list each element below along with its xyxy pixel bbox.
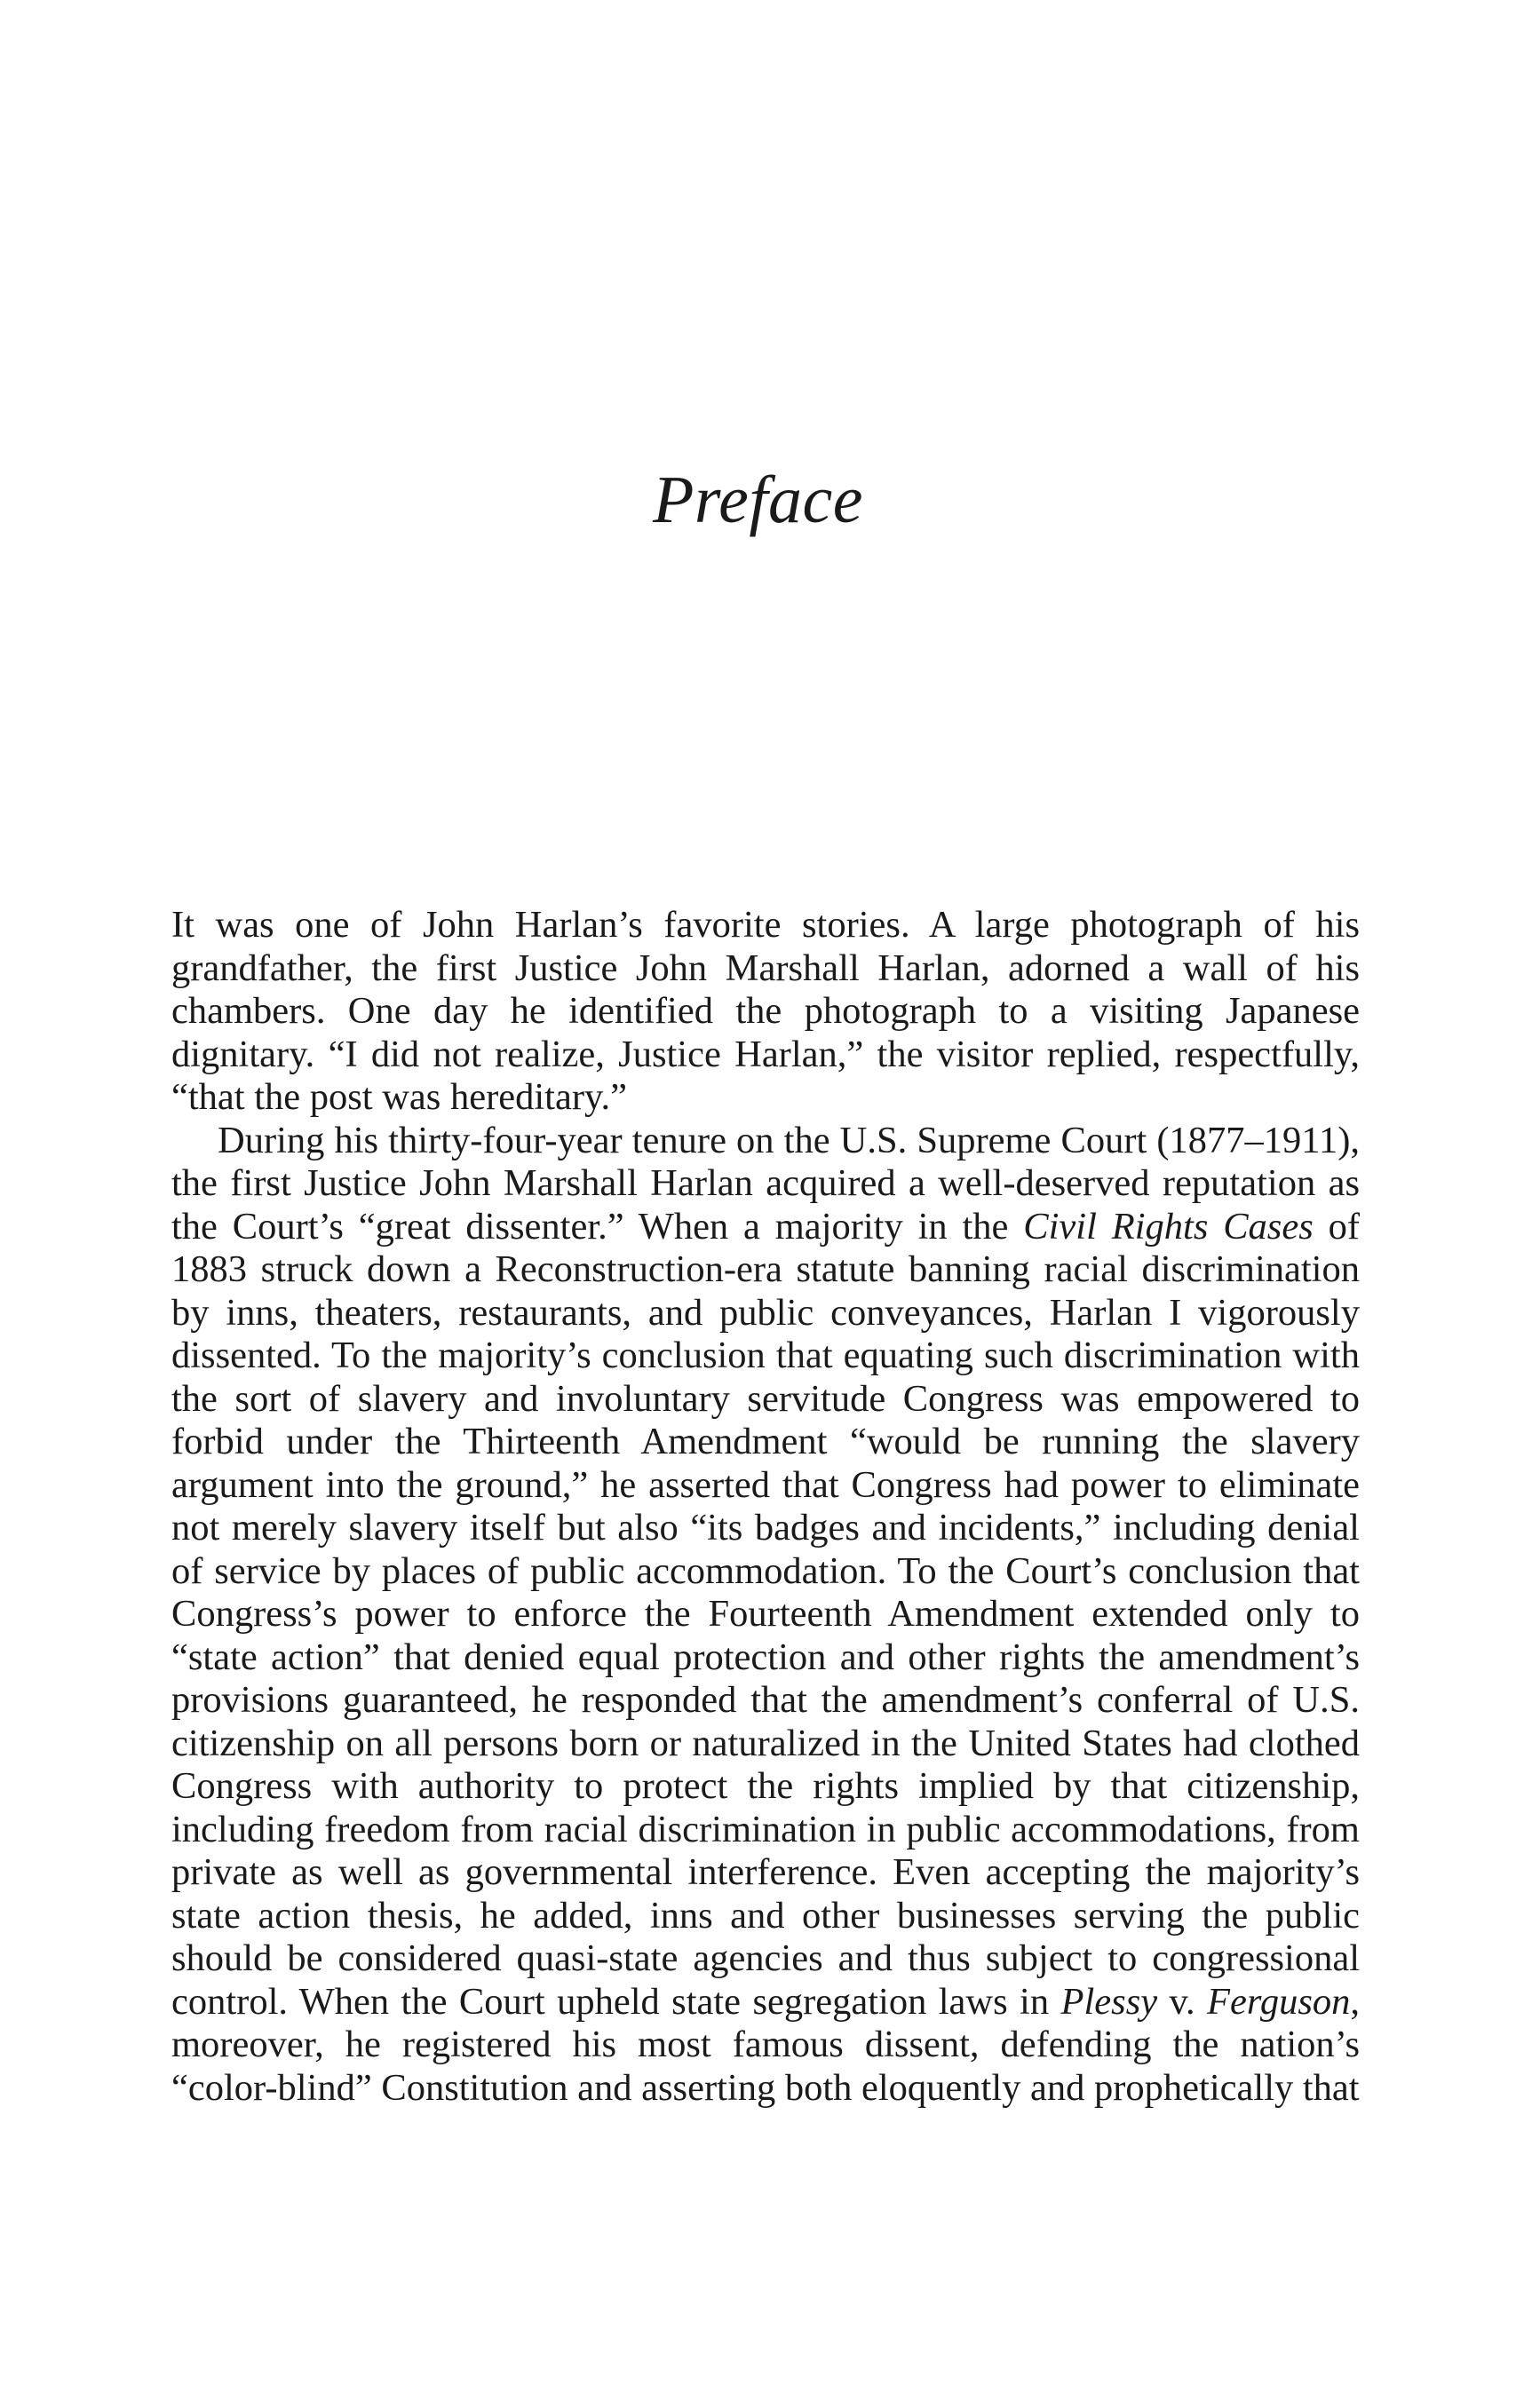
- case-name-civil-rights-cases: Civil Rights Cases: [1023, 1205, 1314, 1248]
- case-name-ferguson: Ferguson: [1207, 1980, 1351, 2023]
- preface-body: [171, 904, 1360, 2110]
- paragraph-2-text-1: During his thirty-four-year tenure on the U.S. Supreme Court (1877–1911), the first Justice John Marshall Harlan acquired a well-deserved reputation as the Court’s “great dissenter.” When a majority in the: [171, 1119, 1360, 1248]
- case-name-versus: v.: [1157, 1980, 1208, 2023]
- paragraph-1: It was one of John Harlan’s favorite stories. A large photograph of his grandfather, the first Justice John Marshall Harlan, adorned a wall of his chambers. One day he identified the photograph to a visiting Japanese dignitary. “I did not realize, Justice Harlan,” the visitor replied, respectfully, “that the post was hereditary.”: [171, 904, 1360, 1118]
- paragraph-2-text-3: , moreover, he registered his most famous dissent, defending the nation’s “color-blind” Constitution and asserting both eloquently and prophetically that: [171, 1980, 1360, 2109]
- case-name-plessy: Plessy: [1060, 1980, 1158, 2023]
- page-title: Preface: [653, 463, 863, 537]
- paragraph-2-text-2: of 1883 struck down a Reconstruction-era statute banning racial discrimination by inns, theaters, restaurants, and public conveyances, Harlan I vigorously dissented. To the majority’s conclusion that equating such discrimination with the sort of slavery and involuntary servitude Congress was empowered to forbid under the Thirteenth Amendment “would be running the slavery argument into the ground,” he asserted that Congress had power to eliminate not merely slavery itself but also “its badges and incidents,” including denial of service by places of public accommodation. To the Court’s conclusion that Congress’s power to enforce the Fourteenth Amendment extended only to “state action” that denied equal protection and other rights the amendment’s provisions guaranteed, he responded that the amendment’s conferral of U.S. citizenship on all persons born or naturalized in the United States had clothed Congress with authority to protect the rights implied by that citizenship, including freedom from racial discrimination in public accommodations, from private as well as governmental interference. Even accepting the majority’s state action thesis, he added, inns and other businesses serving the public should be considered quasi-state agencies and thus subject to congressional control. When the Court upheld state segregation laws in: [171, 1205, 1360, 2023]
- paragraph-2: [171, 1120, 1360, 2111]
